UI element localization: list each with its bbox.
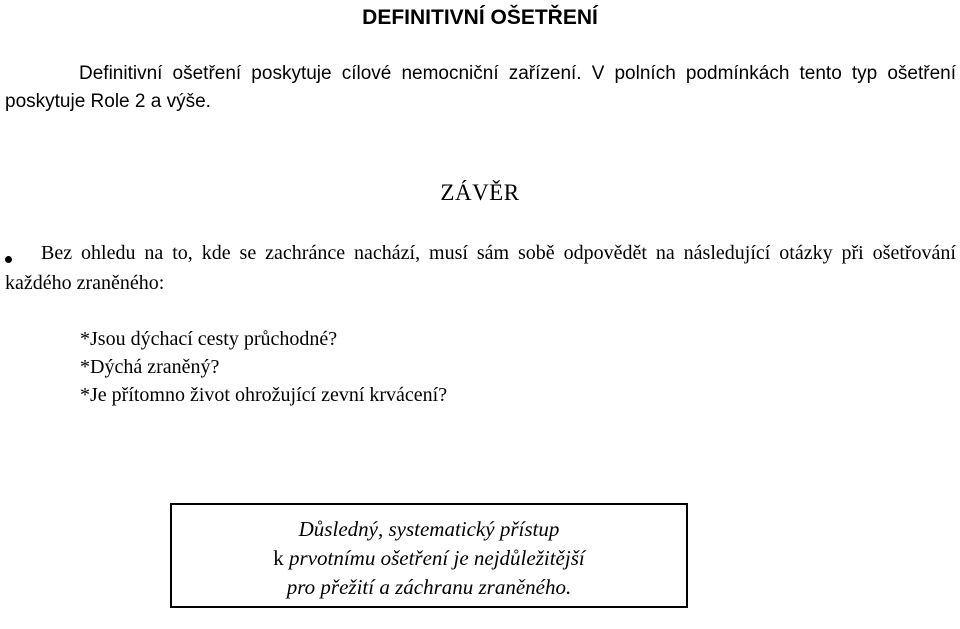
callout-line-2 <box>172 544 686 573</box>
section-title-zaver: ZÁVĚR <box>440 180 520 205</box>
section-title-definitivni-osetreni: DEFINITIVNÍ OŠETŘENÍ <box>362 6 598 29</box>
conclusion-paragraph <box>5 238 956 298</box>
callout-line-1: Důsledný, systematický přístup <box>298 517 560 541</box>
definitive-care-paragraph <box>5 60 956 116</box>
callout-line-2-prefix: k <box>273 546 284 570</box>
definitive-care-text: Definitivní ošetření poskytuje cílové nemocniční zařízení. V polních podmínkách tento typ ošetření poskytuje Role 2 a výše. <box>5 63 956 112</box>
conclusion-text: Bez ohledu na to, kde se zachránce nachází, musí sám sobě odpovědět na následující otázky při ošetřování každého zraněného: <box>5 242 956 294</box>
callout-line-2-rest: prvotnímu ošetření je nejdůležitější <box>283 546 585 570</box>
callout-line-3: pro přežití a záchranu zraněného. <box>286 575 572 599</box>
question-item-airway: *Jsou dýchací cesty průchodné? <box>80 328 338 350</box>
question-item-bleeding: *Je přítomno život ohrožující zevní krvácení? <box>80 384 448 406</box>
callout-box <box>170 503 688 608</box>
question-item-breathing: *Dýchá zraněný? <box>80 356 220 378</box>
question-list <box>80 325 447 409</box>
